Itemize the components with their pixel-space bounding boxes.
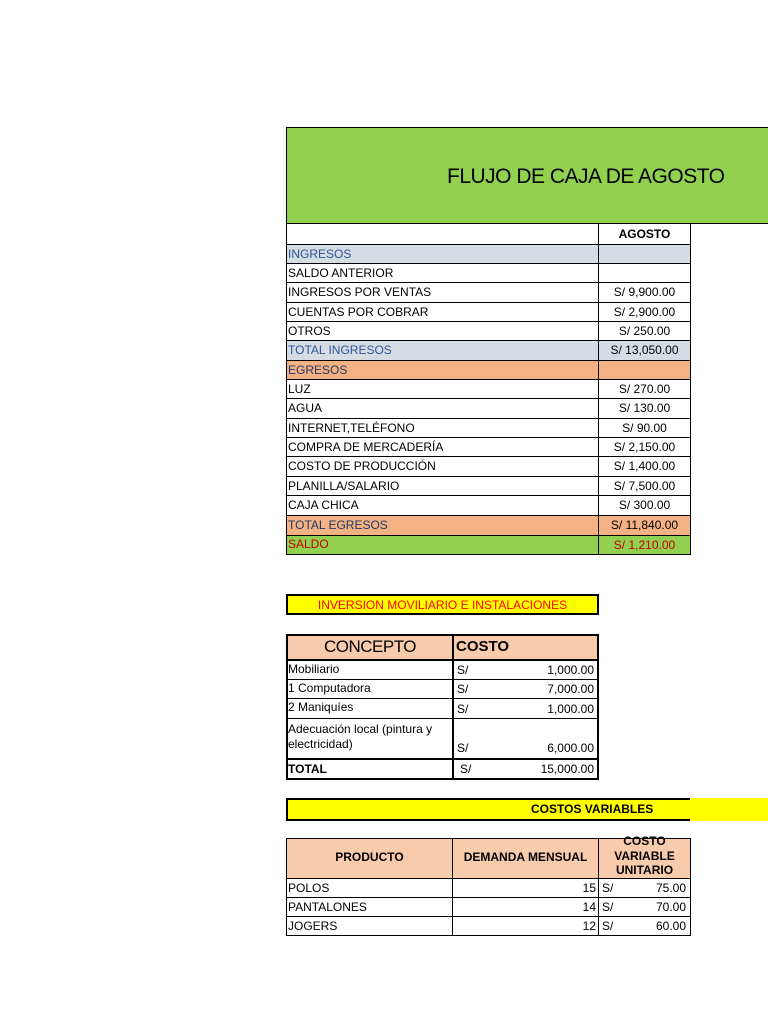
product-name: PANTALONES bbox=[288, 900, 367, 914]
investment-total-amount: 15,000.00 bbox=[540, 762, 594, 776]
total-egresos-label: TOTAL EGRESOS bbox=[288, 518, 388, 532]
concepto-header: CONCEPTO bbox=[323, 637, 417, 656]
product-currency: S/ bbox=[602, 900, 614, 914]
investment-concept: 1 Computadora bbox=[288, 681, 371, 695]
product-demand: 14 bbox=[582, 900, 596, 914]
investment-currency: S/ bbox=[457, 702, 469, 716]
product-demand: 12 bbox=[582, 919, 596, 933]
ingreso-item-label: INGRESOS POR VENTAS bbox=[288, 285, 432, 299]
investment-concept: Mobiliario bbox=[288, 662, 340, 676]
egreso-item-value: S/ 130.00 bbox=[618, 401, 671, 415]
ingreso-item-label: OTROS bbox=[288, 324, 331, 338]
egreso-item-value: S/ 1,400.00 bbox=[613, 459, 676, 473]
cvu-header-line2: VARIABLE bbox=[614, 849, 675, 863]
egreso-item-value: S/ 2,150.00 bbox=[613, 440, 676, 454]
investment-total-label: TOTAL bbox=[288, 762, 327, 776]
product-name: JOGERS bbox=[288, 919, 338, 933]
investment-currency: S/ bbox=[457, 741, 469, 755]
demanda-header: DEMANDA MENSUAL bbox=[463, 850, 588, 864]
ingreso-item-value: S/ 250.00 bbox=[618, 324, 671, 338]
product-cvu: 70.00 bbox=[655, 900, 686, 914]
investment-amount: 1,000.00 bbox=[547, 663, 594, 677]
product-demand: 15 bbox=[582, 881, 596, 895]
investment-concept: 2 Maniquíes bbox=[288, 700, 354, 714]
product-cvu: 75.00 bbox=[655, 881, 686, 895]
investment-amount: 6,000.00 bbox=[547, 741, 594, 755]
costo-header: COSTO bbox=[456, 638, 510, 655]
investment-title: INVERSION MOVILIARIO E INSTALACIONES bbox=[317, 598, 568, 612]
investment-concept-line1: Adecuación local (pintura y bbox=[288, 722, 433, 736]
investment-currency: S/ bbox=[457, 663, 469, 677]
product-name: POLOS bbox=[288, 881, 330, 895]
total-ingresos-value: S/ 13,050.00 bbox=[610, 343, 679, 357]
egreso-item-value: S/ 300.00 bbox=[618, 498, 671, 512]
page-title: FLUJO DE CAJA DE AGOSTO bbox=[447, 165, 725, 188]
egreso-item-label: INTERNET,TELÉFONO bbox=[288, 421, 415, 435]
saldo-label: SALDO bbox=[288, 537, 329, 551]
egreso-item-value: S/ 90.00 bbox=[622, 421, 667, 435]
egreso-item-label: AGUA bbox=[288, 401, 323, 415]
ingreso-item-label: CUENTAS POR COBRAR bbox=[288, 305, 429, 319]
egreso-item-label: PLANILLA/SALARIO bbox=[288, 479, 400, 493]
saldo-anterior-label: SALDO ANTERIOR bbox=[288, 266, 394, 280]
investment-currency: S/ bbox=[457, 682, 469, 696]
egreso-item-label: LUZ bbox=[288, 382, 311, 396]
variable-costs-title-band-ext bbox=[690, 798, 768, 821]
saldo-value: S/ 1,210.00 bbox=[613, 538, 676, 552]
investment-total-currency: S/ bbox=[460, 762, 472, 776]
cvu-header-line3: UNITARIO bbox=[615, 863, 674, 877]
egresos-label: EGRESOS bbox=[288, 363, 348, 377]
product-currency: S/ bbox=[602, 919, 614, 933]
investment-amount: 7,000.00 bbox=[547, 682, 594, 696]
total-egresos-value: S/ 11,840.00 bbox=[610, 518, 679, 532]
variable-costs-title: COSTOS VARIABLES bbox=[531, 802, 654, 816]
egreso-item-label: CAJA CHICA bbox=[288, 498, 359, 512]
egreso-item-value: S/ 7,500.00 bbox=[613, 479, 676, 493]
total-ingresos-label: TOTAL INGRESOS bbox=[288, 343, 392, 357]
egreso-item-label: COSTO DE PRODUCCIÓN bbox=[288, 459, 436, 473]
month-header: AGOSTO bbox=[618, 227, 671, 241]
cvu-header-line1: COSTO bbox=[623, 834, 666, 848]
investment-amount: 1,000.00 bbox=[547, 702, 594, 716]
investment-concept-line2: electricidad) bbox=[288, 737, 353, 751]
producto-header: PRODUCTO bbox=[335, 850, 404, 864]
ingreso-item-value: S/ 9,900.00 bbox=[613, 285, 676, 299]
ingresos-label: INGRESOS bbox=[288, 247, 352, 261]
product-currency: S/ bbox=[602, 881, 614, 895]
egreso-item-value: S/ 270.00 bbox=[618, 382, 671, 396]
product-cvu: 60.00 bbox=[655, 919, 686, 933]
ingreso-item-value: S/ 2,900.00 bbox=[613, 305, 676, 319]
egreso-item-label: COMPRA DE MERCADERÍA bbox=[288, 440, 444, 454]
